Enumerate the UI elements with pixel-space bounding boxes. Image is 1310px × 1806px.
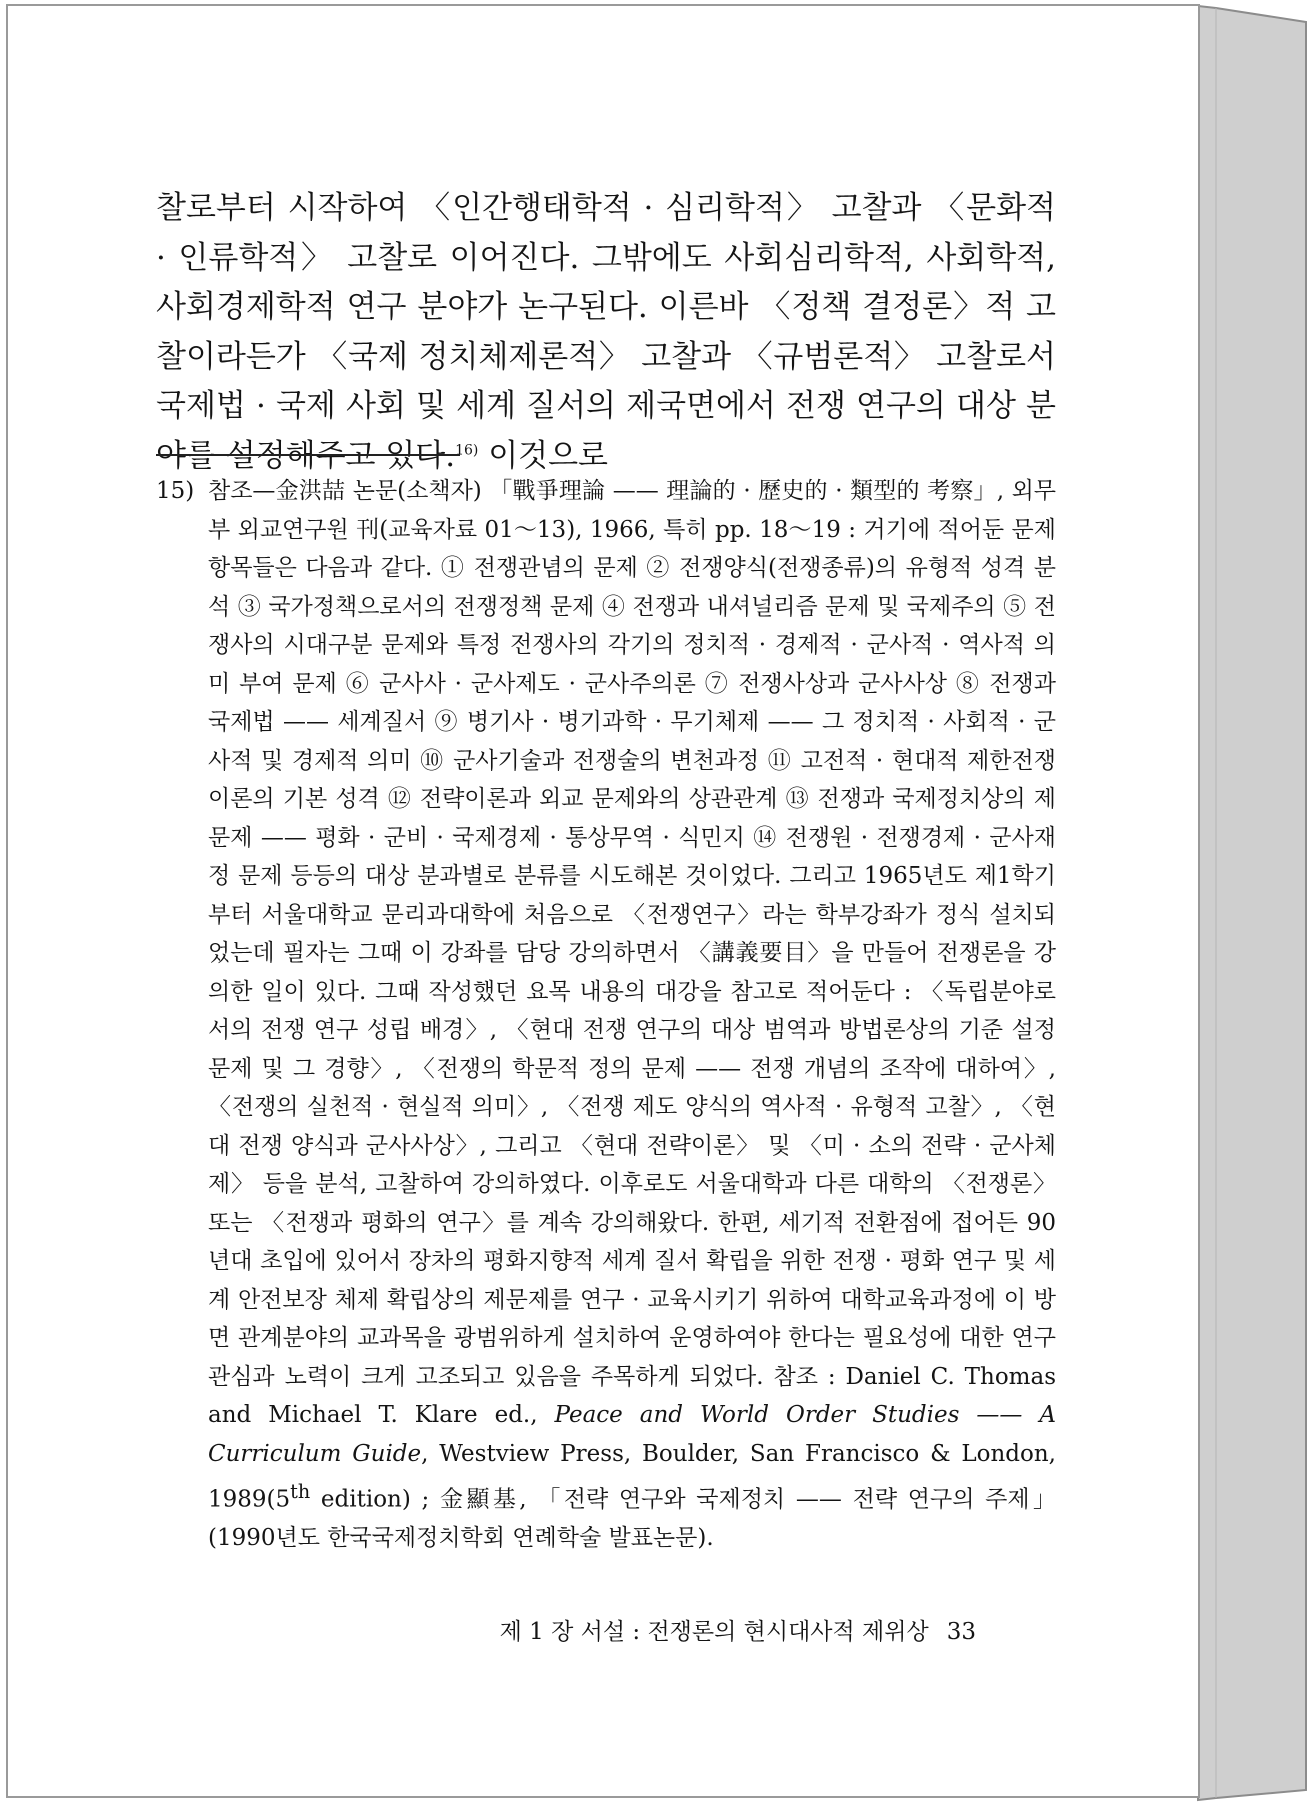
main-body-sentence: 찰로부터 시작하여 〈인간행태학적 · 심리학적〉 고찰과 〈문화적 · 인류학적〉 고찰로 이어진다. 그밖에도 사회심리학적, 사회학적, 사회경제학적 연구 분야가 논구된다. 이른바 〈정책 결정론〉적 고찰이라든가 〈국제 정치체제론적〉 고찰과 〈규범론적〉 고찰로서 국제법 · 국제 사회 및 세계 질서의 제국면에서 전쟁 연구의 대상 분야를 설정해주고 있다. [156,190,1056,474]
footnote-body [208,472,1056,1558]
page-number: 33 [946,1619,976,1645]
footnote-superscript: th [290,1480,311,1503]
footnote-15 [156,472,1056,1558]
main-body-tail: 이것으로 [478,437,608,474]
footnote-title-italic: Peace and World Order Studies —— A Curriculum Guide [208,1402,1056,1467]
footnote-reference-16: 16) [455,442,479,459]
running-head: 제 1 장 서설 : 전쟁론의 현시대사적 제위상 [499,1619,929,1645]
footnote-segment: , Westview Press, Boulder, San Francisco & London, 1989(5 [208,1440,1056,1513]
book-page [6,4,1200,1798]
page-footer [500,1613,976,1646]
footnote-number: 15) [156,478,195,504]
main-body-text [156,184,1056,481]
footnote-segment: edition) ; 金顯基, 「전략 연구와 국제정치 —— 전략 연구의 주제」(1990년도 한국국제정치학회 연례학술 발표논문). [208,1486,1056,1552]
footnote-segment: 참조—金洪喆 논문(소책자) 「戰爭理論 —— 理論的 · 歷史的 · 類型的 考察」, 외무부 외교연구원 刊(교육자료 01～13), 1966, 특히 pp. 18～19 : 거기에 적어둔 문제 항목들은 다음과 같다. ① 전쟁관념의 문제 ② 전쟁양식(전쟁종류)의 유형적 성격 분석 ③ 국가정책으로서의 전쟁정책 문제 ④ 전쟁과 내셔널리즘 문제 및 국제주의 ⑤ 전쟁사의 시대구분 문제와 특정 전쟁사의 각기의 정치적 · 경제적 · 군사적 · 역사적 의미 부여 문제 ⑥ 군사사 · 군사제도 · 군사주의론 ⑦ 전쟁사상과 군사사상 ⑧ 전쟁과 국제법 —— 세계질서 ⑨ 병기사 · 병기과학 · 무기체제 —— 그 정치적 · 사회적 · 군사적 및 경제적 의미 ⑩ 군사기술과 전쟁술의 변천과정 ⑪ 고전적 · 현대적 제한전쟁 이론의 기본 성격 ⑫ 전략이론과 외교 문제와의 상관관계 ⑬ 전쟁과 국제정치상의 제문제 —— 평화 · 군비 · 국제경제 · 통상무역 · 식민지 ⑭ 전쟁원 · 전쟁경제 · 군사재정 문제 등등의 대상 분과별로 분류를 시도해본 것이었다. 그리고 1965년도 제1학기부터 서울대학교 문리과대학에 처음으로 〈전쟁연구〉라는 학부강좌가 정식 설치되었는데 필자는 그때 이 강좌를 담당 강의하면서 〈講義要目〉을 만들어 전쟁론을 강의한 일이 있다. 그때 작성했던 요목 내용의 대강을 참고로 적어둔다 : 〈독립분야로서의 전쟁 연구 성립 배경〉, 〈현대 전쟁 연구의 대상 범역과 방법론상의 기준 설정 문제 및 그 경향〉, 〈전쟁의 학문적 정의 문제 —— 전쟁 개념의 조작에 대하여〉, 〈전쟁의 실천적 · 현실적 의미〉, 〈전쟁 제도 양식의 역사적 · 유형적 고찰〉, 〈현대 전쟁 양식과 군사사상〉, 그리고 〈현대 전략이론〉 및 〈미 · 소의 전략 · 군사체제〉 등을 분석, 고찰하여 강의하였다. 이후로도 서울대학과 다른 대학의 〈전쟁론〉 또는 〈전쟁과 평화의 연구〉를 계속 강의해왔다. 한편, 세기적 전환점에 접어든 90년대 초입에 있어서 장차의 평화지향적 세계 질서 확립을 위한 전쟁 · 평화 연구 및 세계 안전보장 체제 확립상의 제문제를 연구 · 교육시키기 위하여 대학교육과정에 이 방면 관계분야의 교과목을 광범위하게 설치하여 운영하여야 한다는 필요성에 대한 연구 관심과 노력이 크게 고조되고 있음을 주목하게 되었다. 참조 : Daniel C. Thomas and Michael T. Klare ed., [208,478,1056,1428]
footnote-divider [156,454,460,456]
